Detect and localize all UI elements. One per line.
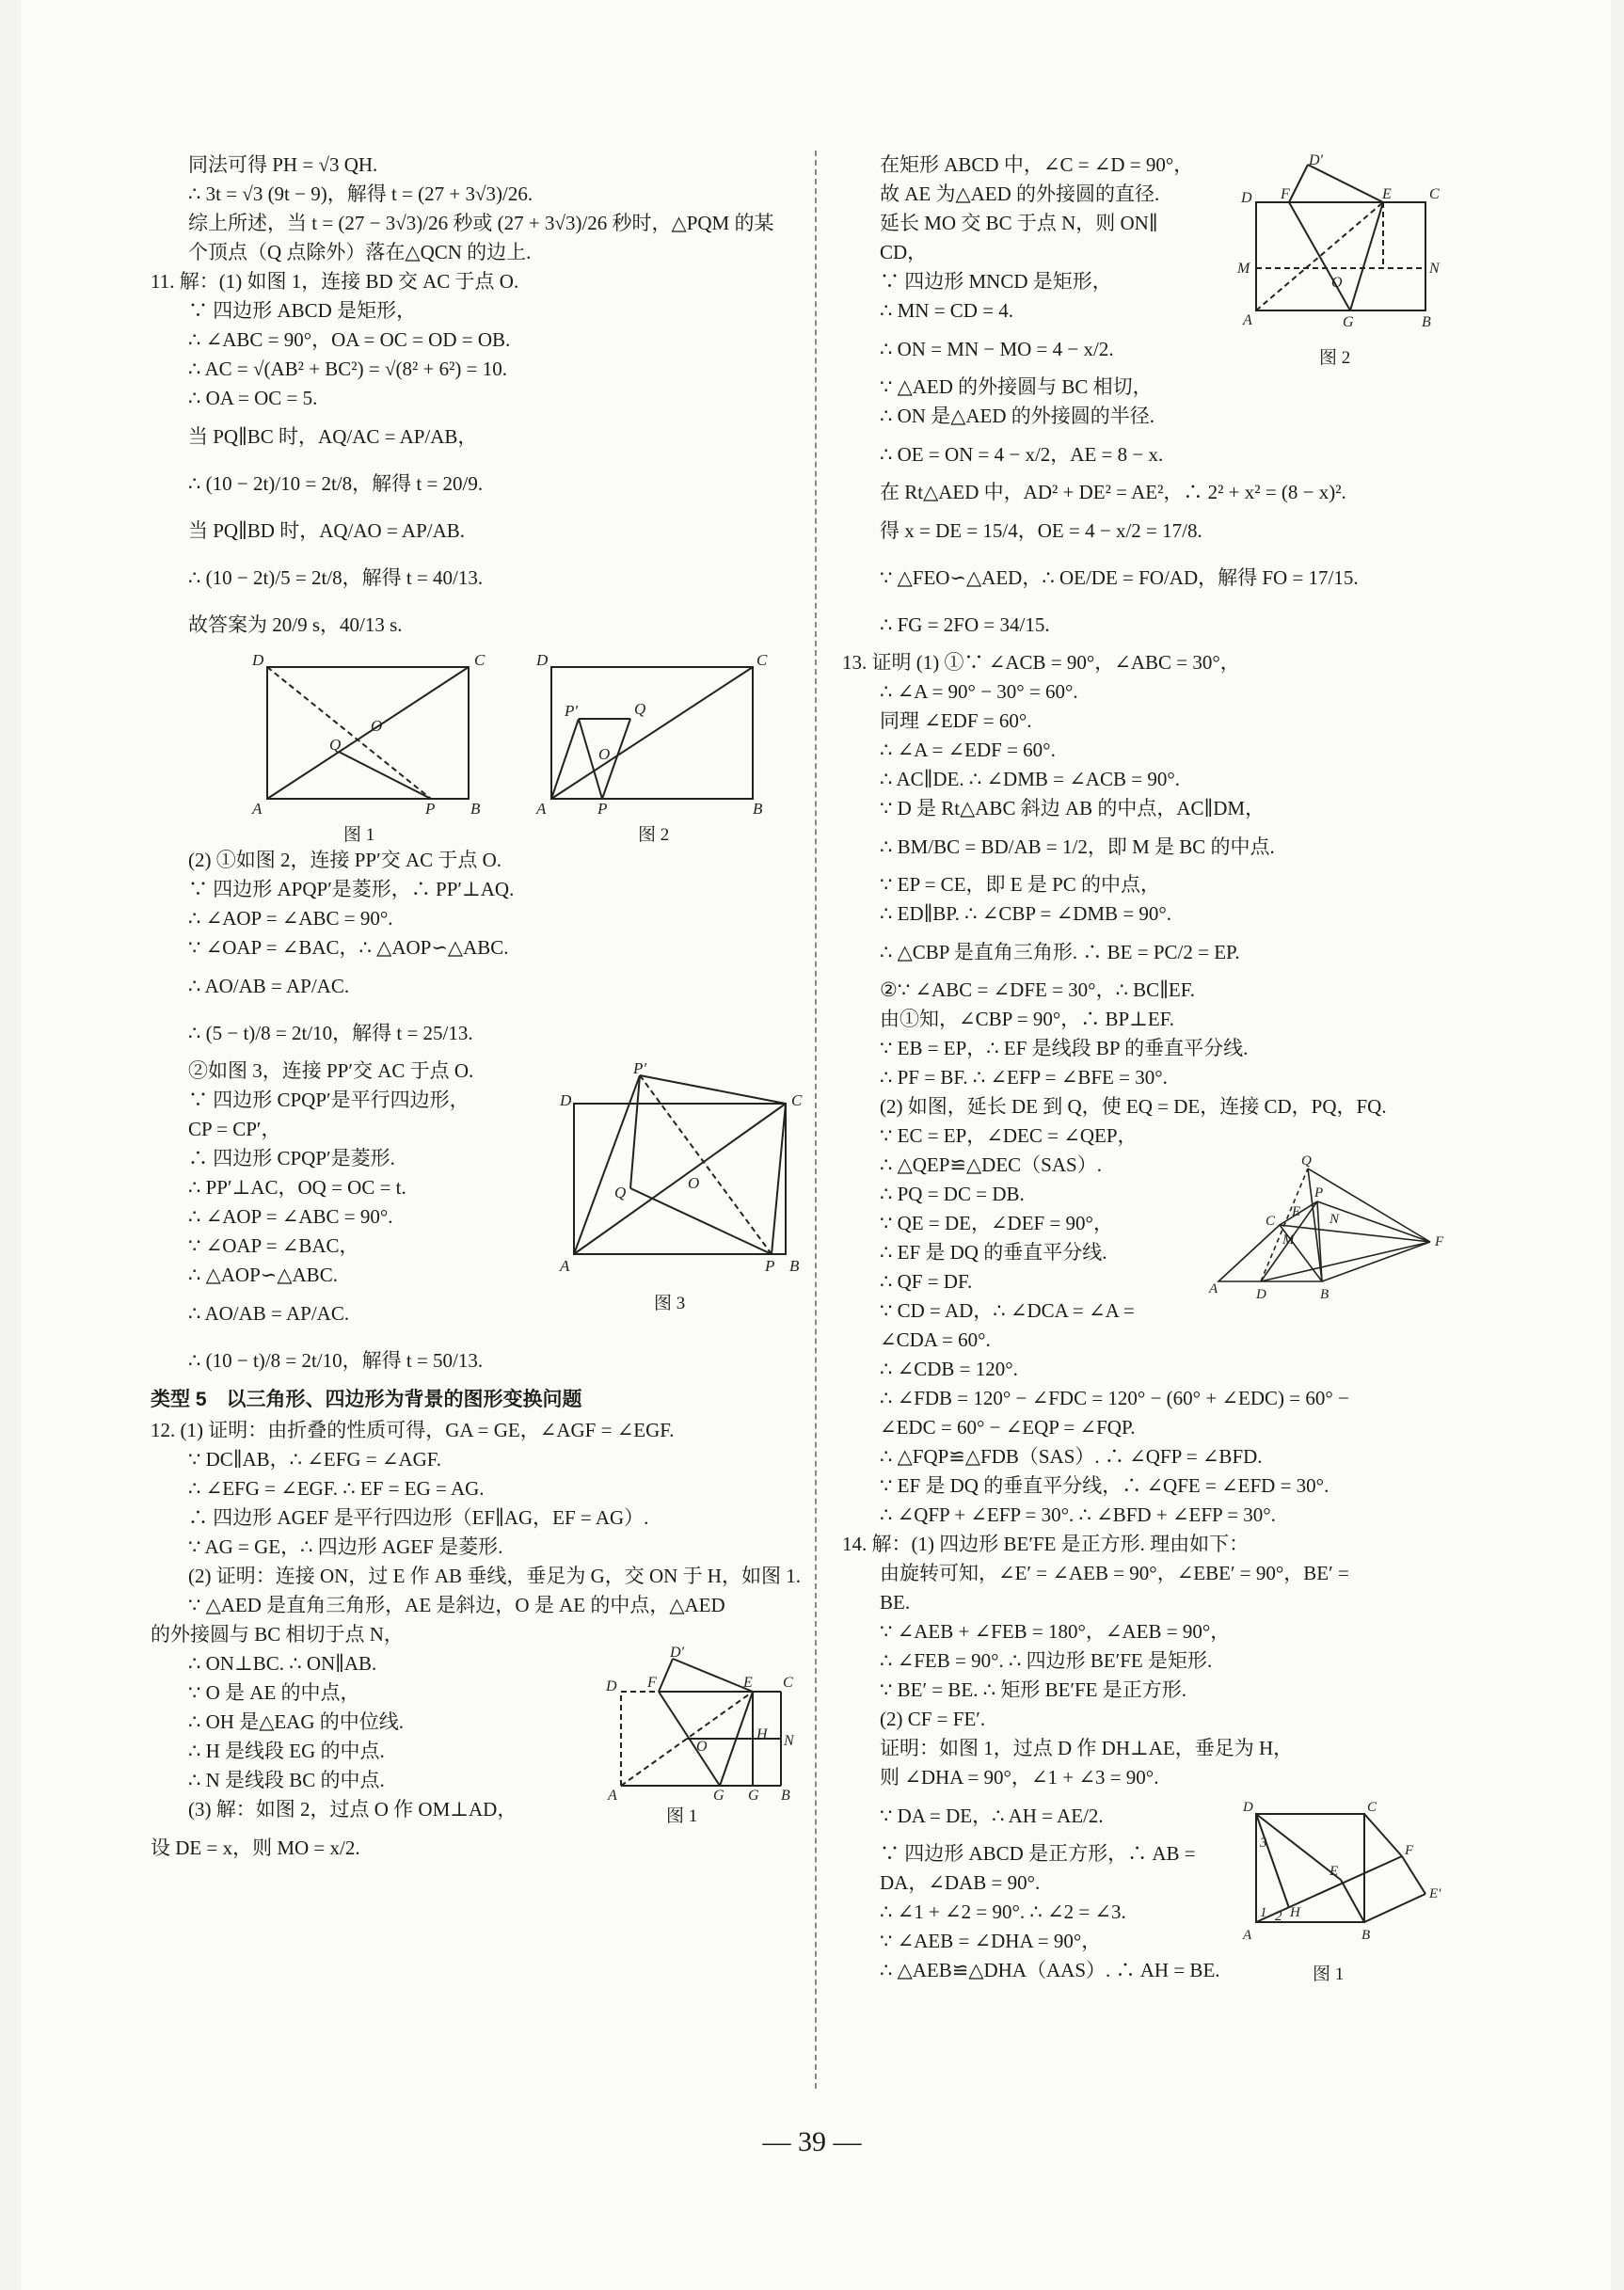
text-line: ∴ (10 − 2t)/10 = 2t/8，解得 t = 20/9. bbox=[188, 472, 484, 495]
text-line: CD， bbox=[880, 241, 928, 263]
text-line: 11. 解：(1) 如图 1，连接 BD 交 AC 于点 O. bbox=[151, 270, 519, 293]
fold-diagram-figure-1 bbox=[602, 1645, 794, 1804]
rectangle-diagram-figure-1 bbox=[188, 648, 768, 818]
svg-text:O: O bbox=[371, 717, 383, 735]
svg-text:P: P bbox=[597, 800, 608, 818]
text-line: (2) 如图，延长 DE 到 Q，使 EQ = DE，连接 CD，PQ，FQ. bbox=[880, 1095, 1387, 1118]
text-line: ∵ 四边形 CPQP′是平行四边形， bbox=[188, 1089, 470, 1111]
text-line: (2) CF = FE′. bbox=[880, 1708, 986, 1730]
svg-text:A: A bbox=[1243, 1928, 1252, 1943]
text-line: 由①知，∠CBP = 90°，∴ BP⊥EF. bbox=[880, 1008, 1175, 1030]
svg-text:Q: Q bbox=[634, 700, 646, 718]
svg-text:E: E bbox=[1382, 186, 1392, 202]
svg-text:C: C bbox=[756, 651, 768, 669]
svg-text:D: D bbox=[252, 651, 264, 669]
svg-text:3: 3 bbox=[1260, 1836, 1267, 1851]
text-line: ∴ PF = BF. ∴ ∠EFP = ∠BFE = 30°. bbox=[880, 1066, 1168, 1089]
svg-text:O: O bbox=[688, 1174, 700, 1192]
svg-text:A: A bbox=[608, 1788, 617, 1804]
text-line: ∴ QF = DF. bbox=[880, 1270, 973, 1293]
text-line: BE. bbox=[880, 1591, 911, 1614]
svg-text:C: C bbox=[474, 651, 486, 669]
text-line: 在矩形 ABCD 中，∠C = ∠D = 90°， bbox=[880, 153, 1194, 176]
figure-caption: 图 1 bbox=[1313, 1964, 1345, 1984]
text-line: ∵ 四边形 ABCD 是矩形， bbox=[188, 299, 417, 322]
text-line: ∴ (5 − t)/8 = 2t/10，解得 t = 25/13. bbox=[188, 1022, 473, 1044]
text-line: (2) ①如图 2，连接 PP′交 AC 于点 O. bbox=[188, 849, 502, 871]
text-line: ∵ QE = DE，∠DEF = 90°， bbox=[880, 1212, 1113, 1234]
right-column bbox=[842, 151, 1444, 1985]
text-line: ∴ N 是线段 BC 的中点. bbox=[188, 1769, 385, 1791]
svg-text:B: B bbox=[470, 800, 481, 818]
text-line: ∵ 四边形 APQP′是菱形，∴ PP′⊥AQ. bbox=[188, 878, 515, 900]
text-line: 12. (1) 证明：由折叠的性质可得，GA = GE，∠AGF = ∠EGF. bbox=[151, 1419, 675, 1441]
text-line: ∵ D 是 Rt△ABC 斜边 AB 的中点，AC∥DM， bbox=[880, 797, 1266, 819]
text-line: ∵ O 是 AE 的中点， bbox=[188, 1681, 360, 1704]
svg-text:M: M bbox=[1237, 261, 1250, 277]
text-line: ②如图 3，连接 PP′交 AC 于点 O. bbox=[188, 1059, 474, 1082]
text-line: ∵ EC = EP，∠DEC = ∠QEP， bbox=[880, 1124, 1138, 1147]
svg-text:D: D bbox=[606, 1678, 617, 1694]
text-line: ∴ OH 是△EAG 的中位线. bbox=[188, 1710, 405, 1733]
svg-text:E: E bbox=[1329, 1864, 1339, 1879]
svg-text:E: E bbox=[743, 1675, 753, 1691]
text-line: ∴ ∠CDB = 120°. bbox=[880, 1358, 1018, 1380]
text-line: ∵ △AED 的外接圆与 BC 相切， bbox=[880, 375, 1153, 398]
text-line: 得 x = DE = 15/4，OE = 4 − x/2 = 17/8. bbox=[880, 519, 1202, 542]
text-line: ∴ ED∥BP. ∴ ∠CBP = ∠DMB = 90°. bbox=[880, 902, 1172, 925]
text-line: 延长 MO 交 BC 于点 N，则 ON∥ bbox=[880, 212, 1158, 234]
svg-text:P′: P′ bbox=[633, 1059, 647, 1077]
text-line: DA，∠DAB = 90°. bbox=[880, 1871, 1041, 1894]
svg-text:E: E bbox=[1292, 1204, 1301, 1219]
figure-3-block bbox=[188, 1057, 803, 1337]
svg-text:B: B bbox=[1361, 1928, 1371, 1943]
svg-text:A: A bbox=[560, 1257, 570, 1275]
text-line: 14. 解：(1) 四边形 BE′FE 是正方形. 理由如下： bbox=[842, 1533, 1250, 1555]
svg-text:N: N bbox=[1429, 261, 1440, 277]
text-line: ∴ AO/AB = AP/AC. bbox=[188, 1302, 350, 1325]
svg-text:A: A bbox=[1209, 1281, 1218, 1296]
text-line: ∴ FG = 2FO = 34/15. bbox=[880, 613, 1050, 636]
text-line: CP = CP′， bbox=[188, 1118, 281, 1140]
text-line: ∵ △FEO∽△AED，∴ OE/DE = FO/AD，解得 FO = 17/15. bbox=[880, 566, 1359, 589]
svg-text:P: P bbox=[425, 800, 436, 818]
figure-caption: 图 1 bbox=[666, 1806, 698, 1826]
svg-text:G: G bbox=[713, 1788, 724, 1804]
text-line: ∴ (10 − t)/8 = 2t/10，解得 t = 50/13. bbox=[188, 1349, 484, 1372]
text-line: ∴ △CBP 是直角三角形. ∴ BE = PC/2 = EP. bbox=[880, 941, 1240, 963]
figure-caption: 图 1 bbox=[343, 825, 375, 845]
svg-text:B: B bbox=[781, 1788, 790, 1804]
text-line: ∴ PP′⊥AC，OQ = OC = t. bbox=[188, 1176, 406, 1199]
svg-text:D: D bbox=[1243, 1800, 1253, 1815]
svg-text:B: B bbox=[1320, 1287, 1329, 1302]
svg-text:D: D bbox=[536, 651, 549, 669]
text-line: ∵ AG = GE，∴ 四边形 AGEF 是菱形. bbox=[188, 1535, 503, 1558]
square-diagram bbox=[1237, 1800, 1454, 1950]
svg-text:F: F bbox=[1281, 186, 1290, 202]
triangle-diagram bbox=[1209, 1121, 1454, 1310]
text-line: ∵ △AED 是直角三角形，AE 是斜边，O 是 AE 的中点，△AED bbox=[188, 1594, 725, 1616]
svg-text:Q: Q bbox=[329, 736, 342, 754]
text-line: 设 DE = x，则 MO = x/2. bbox=[151, 1837, 360, 1859]
svg-text:C: C bbox=[791, 1091, 803, 1109]
text-line: ∴ ∠QFP + ∠EFP = 30°. ∴ ∠BFD + ∠EFP = 30°. bbox=[880, 1503, 1276, 1526]
text-line: ∴ EF 是 DQ 的垂直平分线. bbox=[880, 1241, 1107, 1264]
text-line: 同理 ∠EDF = 60°. bbox=[880, 709, 1032, 732]
section-heading: 类型 5 以三角形、四边形为背景的图形变换问题 bbox=[151, 1389, 582, 1410]
text-line: 证明：如图 1，过点 D 作 DH⊥AE，垂足为 H， bbox=[880, 1737, 1294, 1759]
text-line: (3) 解：如图 2，过点 O 作 OM⊥AD， bbox=[188, 1798, 517, 1821]
text-line: ∴ 四边形 AGEF 是平行四边形（EF∥AG，EF = AG）. bbox=[188, 1506, 649, 1529]
svg-text:O: O bbox=[696, 1739, 708, 1755]
figure-r3-block bbox=[842, 1734, 1444, 1985]
text-line: ∴ ∠FEB = 90°. ∴ 四边形 BE′FE 是矩形. bbox=[880, 1649, 1213, 1672]
text-line: ∴ △AOP∽△ABC. bbox=[188, 1264, 338, 1286]
text-line: 故 AE 为△AED 的外接圆的直径. bbox=[880, 183, 1160, 205]
figure-caption: 图 2 bbox=[638, 825, 670, 845]
text-line: ∵ DC∥AB，∴ ∠EFG = ∠AGF. bbox=[188, 1448, 442, 1471]
svg-text:B: B bbox=[789, 1257, 800, 1275]
svg-text:A: A bbox=[252, 800, 263, 818]
text-line: ∵ 四边形 ABCD 是正方形，∴ AB = bbox=[880, 1842, 1196, 1865]
svg-text:Q: Q bbox=[614, 1184, 627, 1201]
svg-text:P: P bbox=[1314, 1185, 1324, 1201]
figure-r2-block bbox=[842, 1121, 1444, 1355]
svg-text:D: D bbox=[1256, 1287, 1266, 1302]
svg-text:C: C bbox=[783, 1675, 793, 1691]
text-line: ∴ AO/AB = AP/AC. bbox=[188, 975, 350, 997]
svg-text:A: A bbox=[1243, 312, 1252, 328]
text-line: ∴ 3t = √3 (9t − 9)，解得 t = (27 + 3√3)/26. bbox=[188, 183, 533, 205]
text-line: ∵ ∠AEB + ∠FEB = 180°，∠AEB = 90°， bbox=[880, 1620, 1231, 1643]
svg-text:D: D bbox=[1241, 190, 1252, 206]
text-line: ∴ △AEB≌△DHA（AAS）. ∴ AH = BE. bbox=[880, 1959, 1220, 1981]
text-line: ∴ ∠EFG = ∠EGF. ∴ EF = EG = AG. bbox=[188, 1477, 485, 1500]
svg-text:G: G bbox=[1343, 314, 1354, 330]
text-line: ∵ 四边形 MNCD 是矩形， bbox=[880, 270, 1112, 293]
text-line: ∴ BM/BC = BD/AB = 1/2，即 M 是 BC 的中点. bbox=[880, 835, 1275, 858]
rectangle-diagram-figure-3 bbox=[560, 1059, 814, 1282]
text-line: ∴ ∠AOP = ∠ABC = 90°. bbox=[188, 907, 393, 930]
text-line: ∵ ∠OAP = ∠BAC， bbox=[188, 1234, 359, 1257]
text-line: ∴ H 是线段 EG 的中点. bbox=[188, 1740, 385, 1762]
text-line: ∴ △QEP≌△DEC（SAS）. bbox=[880, 1153, 1102, 1176]
svg-text:B: B bbox=[753, 800, 763, 818]
figure-row-1-2 bbox=[188, 648, 790, 846]
text-line: ∴ PQ = DC = DB. bbox=[880, 1183, 1025, 1205]
svg-text:F: F bbox=[1435, 1234, 1444, 1249]
text-line: 在 Rt△AED 中，AD² + DE² = AE²，∴ 2² + x² = (8 − x)². bbox=[880, 481, 1346, 503]
figure-caption: 图 2 bbox=[1319, 348, 1351, 368]
text-line: ∴ AC = √(AB² + BC²) = √(8² + 6²) = 10. bbox=[188, 358, 507, 380]
text-line: 当 PQ∥BC 时，AQ/AC = AP/AB， bbox=[188, 425, 478, 448]
text-line: ∵ EF 是 DQ 的垂直平分线，∴ ∠QFE = ∠EFD = 30°. bbox=[880, 1474, 1329, 1497]
text-line: ∴ ON⊥BC. ∴ ON∥AB. bbox=[188, 1652, 377, 1675]
svg-text:G: G bbox=[748, 1788, 759, 1804]
text-line: ∴ ∠ABC = 90°，OA = OC = OD = OB. bbox=[188, 328, 511, 351]
figure-4-block bbox=[151, 1645, 794, 1871]
text-line: 13. 证明 (1) ①∵ ∠ACB = 90°，∠ABC = 30°， bbox=[842, 651, 1240, 674]
text-line: ∴ OA = OC = 5. bbox=[188, 387, 318, 409]
text-line: 个顶点（Q 点除外）落在△QCN 的边上. bbox=[188, 241, 532, 263]
text-line: 的外接圆与 BC 相切于点 N， bbox=[151, 1623, 404, 1646]
text-line: ∴ ∠1 + ∠2 = 90°. ∴ ∠2 = ∠3. bbox=[880, 1900, 1126, 1923]
text-line: ∴ MN = CD = 4. bbox=[880, 299, 1014, 322]
text-line: ∵ EP = CE，即 E 是 PC 的中点， bbox=[880, 873, 1161, 896]
svg-text:2: 2 bbox=[1275, 1909, 1282, 1924]
svg-text:O: O bbox=[1331, 275, 1343, 291]
svg-text:P: P bbox=[765, 1257, 775, 1275]
text-line: ②∵ ∠ABC = ∠DFE = 30°，∴ BC∥EF. bbox=[880, 978, 1195, 1001]
text-line: ∵ ∠AEB = ∠DHA = 90°， bbox=[880, 1930, 1102, 1952]
svg-text:P′: P′ bbox=[565, 702, 579, 720]
text-line: ∵ CD = AD，∴ ∠DCA = ∠A = bbox=[880, 1299, 1135, 1322]
text-line: ∴ △FQP≌△FDB（SAS）. ∴ ∠QFP = ∠BFD. bbox=[880, 1445, 1263, 1468]
svg-text:H: H bbox=[1290, 1905, 1300, 1920]
svg-text:N: N bbox=[784, 1733, 794, 1749]
text-line: ∠CDA = 60°. bbox=[880, 1328, 991, 1351]
svg-text:B: B bbox=[1422, 314, 1431, 330]
text-line: 同法可得 PH = √3 QH. bbox=[188, 153, 378, 176]
svg-text:M: M bbox=[1282, 1232, 1295, 1248]
svg-text:N: N bbox=[1329, 1212, 1340, 1227]
text-line: ∵ DA = DE，∴ AH = AE/2. bbox=[880, 1805, 1104, 1827]
figure-caption: 图 3 bbox=[654, 1294, 686, 1313]
text-line: 综上所述，当 t = (27 − 3√3)/26 秒或 (27 + 3√3)/26 秒时，△PQM 的某 bbox=[188, 212, 774, 234]
svg-text:C: C bbox=[1367, 1800, 1377, 1815]
text-line: ∴ ON 是△AED 的外接圆的半径. bbox=[880, 405, 1154, 427]
text-line: 当 PQ∥BD 时，AQ/AO = AP/AB. bbox=[188, 519, 465, 542]
text-line: ∵ BE′ = BE. ∴ 矩形 BE′FE 是正方形. bbox=[880, 1678, 1187, 1701]
fold-diagram-figure-2 bbox=[1228, 152, 1444, 334]
svg-text:F: F bbox=[1405, 1843, 1414, 1858]
svg-text:A: A bbox=[536, 800, 547, 818]
text-line: ∵ EB = EP，∴ EF 是线段 BP 的垂直平分线. bbox=[880, 1037, 1249, 1059]
text-line: ∴ ∠A = ∠EDF = 60°. bbox=[880, 739, 1056, 761]
svg-text:Q: Q bbox=[1301, 1153, 1312, 1169]
svg-text:C: C bbox=[1429, 186, 1440, 202]
text-line: ∠EDC = 60° − ∠EQP = ∠FQP. bbox=[880, 1416, 1136, 1439]
text-line: ∴ (10 − 2t)/5 = 2t/8，解得 t = 40/13. bbox=[188, 566, 484, 589]
svg-text:D′: D′ bbox=[670, 1645, 685, 1661]
svg-text:1: 1 bbox=[1260, 1905, 1267, 1920]
text-line: ∴ ∠A = 90° − 30° = 60°. bbox=[880, 680, 1078, 703]
svg-text:H: H bbox=[756, 1726, 768, 1742]
text-line: ∴ ∠AOP = ∠ABC = 90°. bbox=[188, 1205, 393, 1228]
text-line: 由旋转可知，∠E′ = ∠AEB = 90°，∠EBE′ = 90°，BE′ = bbox=[880, 1562, 1349, 1584]
svg-text:D′: D′ bbox=[1309, 152, 1324, 168]
text-line: ∴ OE = ON = 4 − x/2，AE = 8 − x. bbox=[880, 443, 1164, 466]
text-line: ∴ ∠FDB = 120° − ∠FDC = 120° − (60° + ∠EDC) = 60° − bbox=[880, 1387, 1349, 1409]
svg-text:F: F bbox=[647, 1675, 657, 1691]
text-line: ∴ ON = MN − MO = 4 − x/2. bbox=[880, 338, 1114, 360]
figure-r1-block bbox=[842, 151, 1444, 373]
text-line: ∵ ∠OAP = ∠BAC，∴ △AOP∽△ABC. bbox=[188, 936, 509, 959]
svg-text:E′: E′ bbox=[1429, 1886, 1441, 1901]
column-divider bbox=[815, 151, 817, 2089]
text-line: 故答案为 20/9 s，40/13 s. bbox=[188, 613, 403, 636]
text-line: ∴ AC∥DE. ∴ ∠DMB = ∠ACB = 90°. bbox=[880, 768, 1180, 790]
svg-text:O: O bbox=[598, 745, 611, 763]
text-line: 则 ∠DHA = 90°，∠1 + ∠3 = 90°. bbox=[880, 1766, 1159, 1789]
left-column bbox=[151, 151, 803, 1871]
svg-text:D: D bbox=[560, 1091, 572, 1109]
text-line: ∴ 四边形 CPQP′是菱形. bbox=[188, 1147, 395, 1169]
svg-text:C: C bbox=[1266, 1214, 1276, 1229]
text-line: (2) 证明：连接 ON，过 E 作 AB 垂线，垂足为 G，交 ON 于 H，如图 1. bbox=[188, 1565, 801, 1587]
page-number: — 39 — bbox=[762, 2126, 862, 2157]
